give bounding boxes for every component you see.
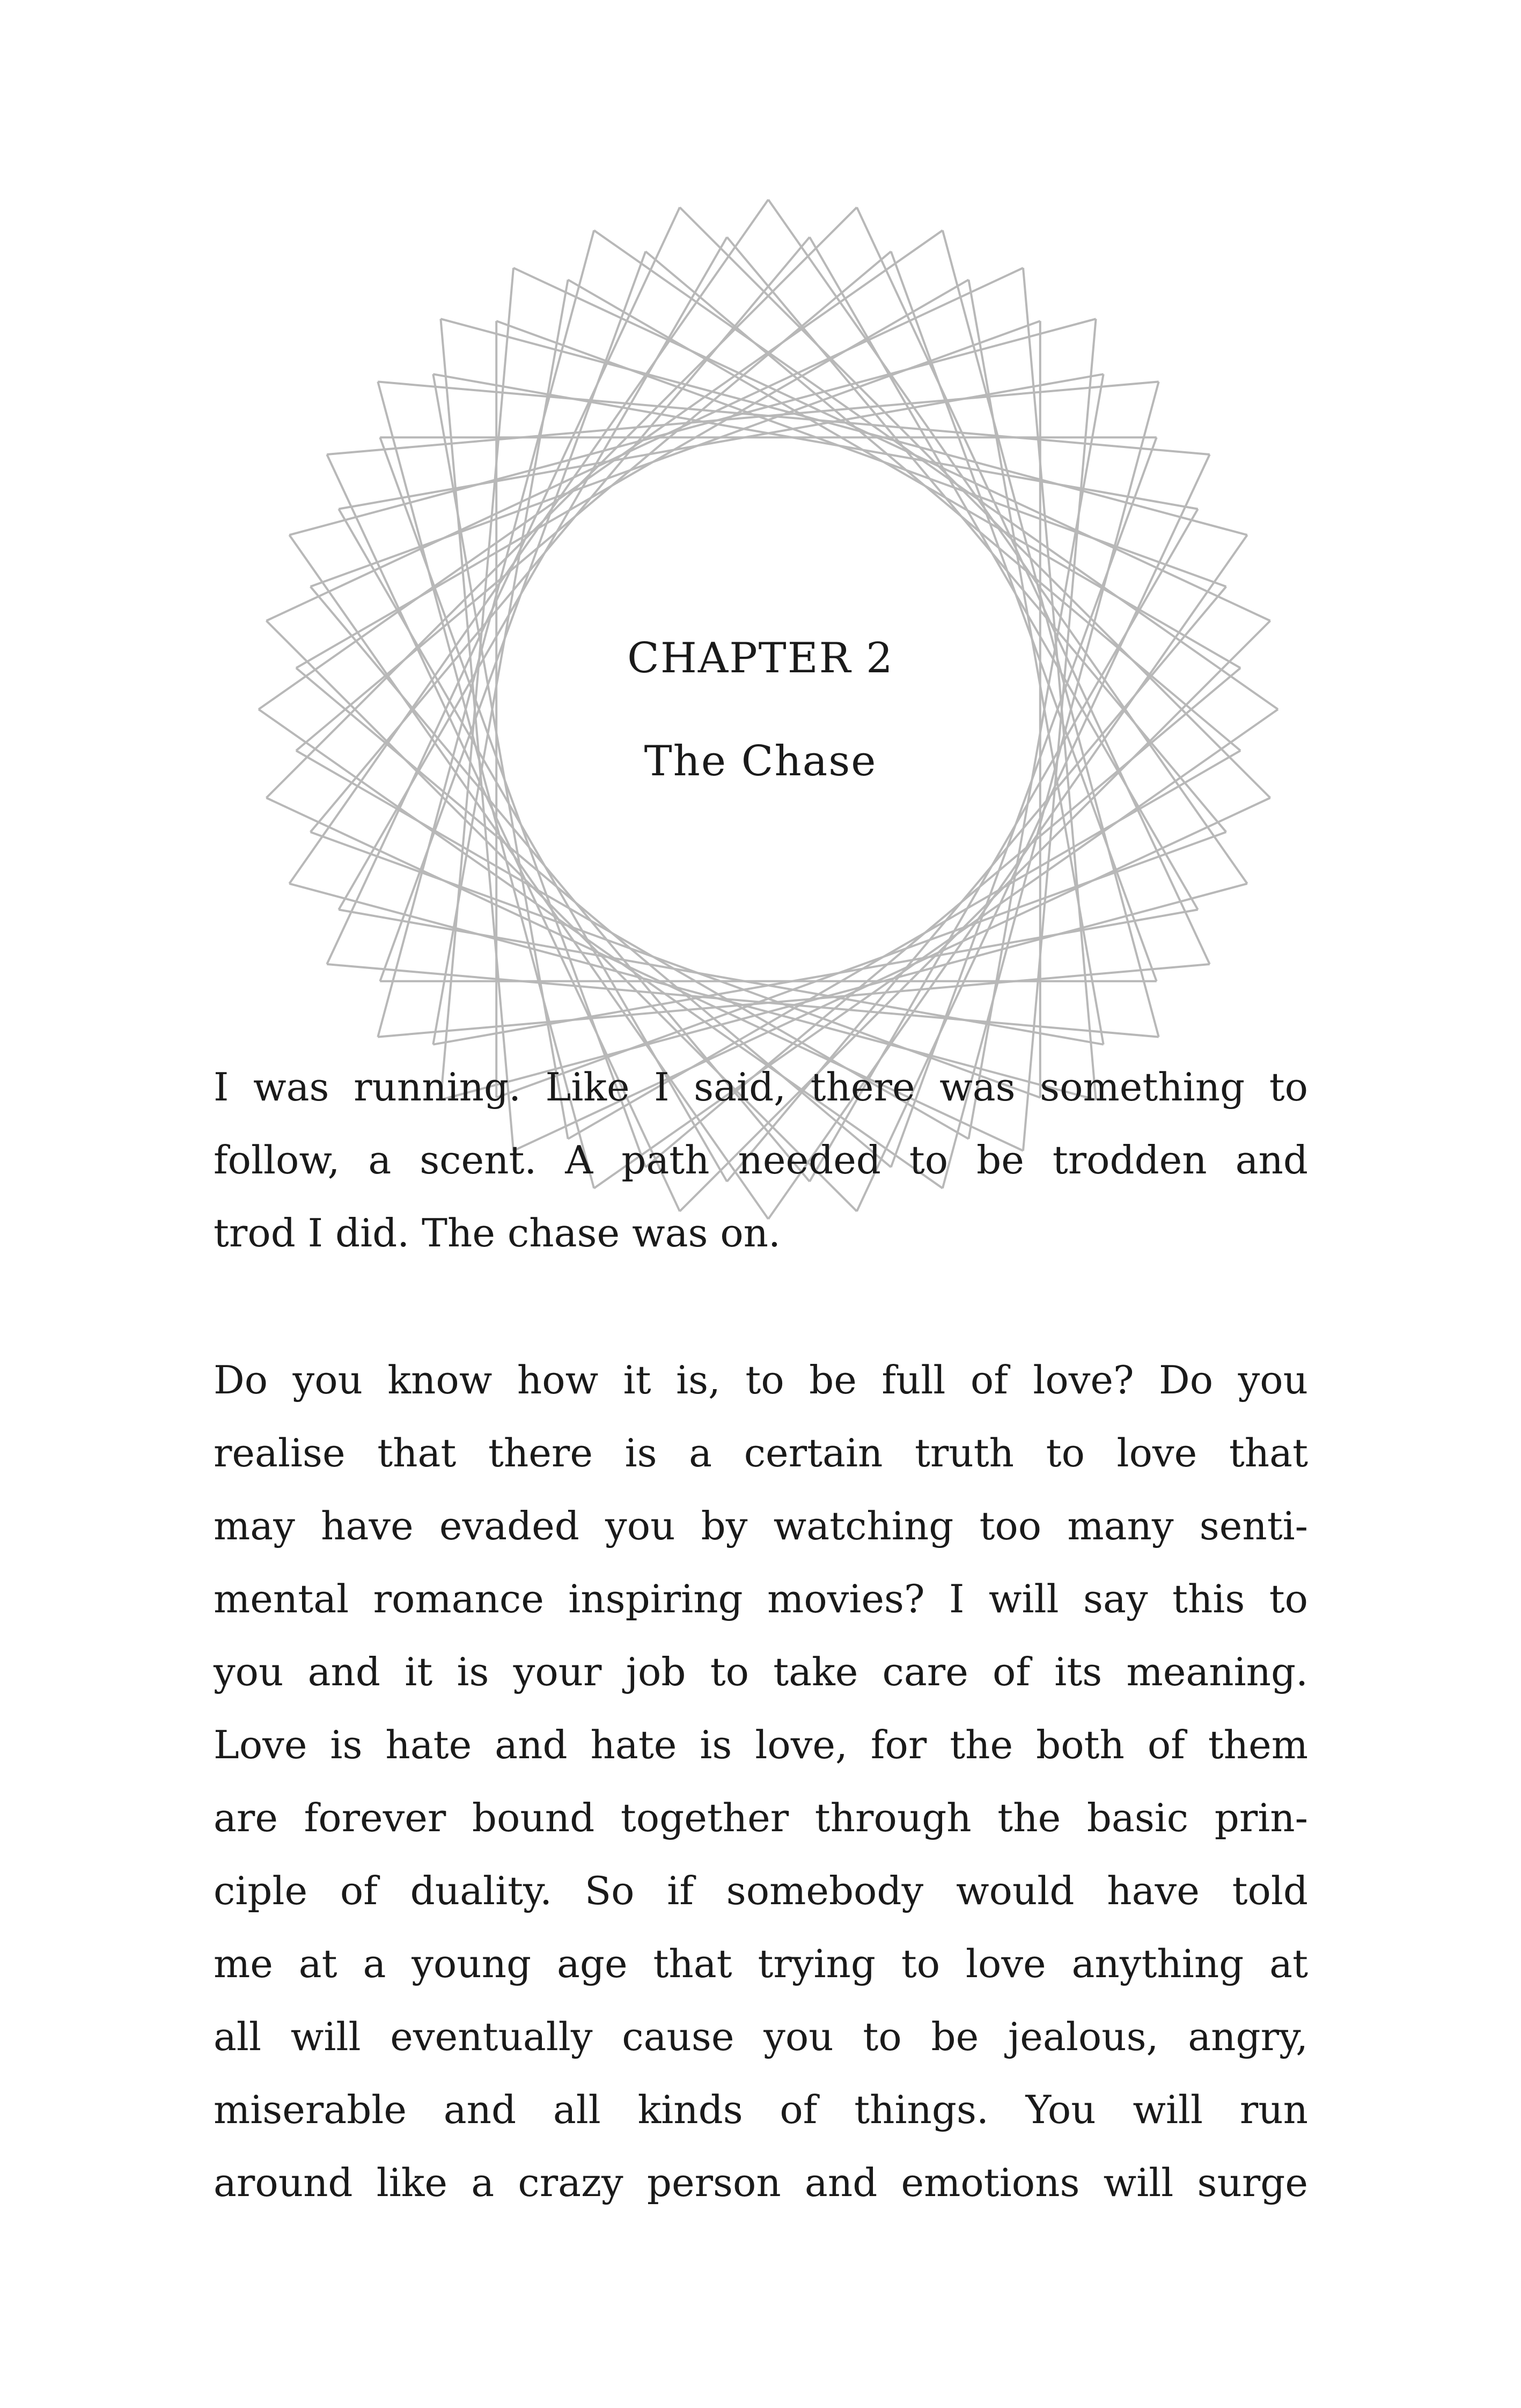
text-line: Love is hate and hate is love, for the both of them	[214, 1722, 1308, 1767]
ornament-line	[311, 321, 1040, 586]
text-line: are forever bound together through the basic prin-	[214, 1795, 1308, 1840]
ornament-line	[378, 381, 1209, 454]
paragraph-2	[214, 1344, 1308, 2219]
text-line: follow, a scent. A path needed to be trodden and	[214, 1137, 1308, 1183]
text-line: ciple of duality. So if somebody would have told	[214, 1868, 1308, 1913]
ornament-line	[296, 280, 969, 668]
text-line: you and it is your job to take care of its meaning.	[214, 1649, 1308, 1694]
ornament-line	[680, 207, 1270, 798]
text-line: all will eventually cause you to be jealous, angry,	[214, 2014, 1308, 2059]
paragraph-1	[214, 1051, 1308, 1269]
text-line: trod I did. The chase was on.	[214, 1210, 781, 1256]
ornament-line	[568, 280, 1241, 668]
text-line: mental romance inspiring movies? I will say this to	[214, 1576, 1308, 1621]
ornament-line	[327, 381, 1158, 454]
text-line: miserable and all kinds of things. You will run	[214, 2087, 1308, 2132]
text-line: Do you know how it is, to be full of love? Do you	[214, 1357, 1308, 1403]
text-line: I was running. Like I said, there was something to	[214, 1064, 1308, 1110]
chapter-title: The Chase	[644, 737, 877, 785]
text-line: may have evaded you by watching too many senti-	[214, 1503, 1308, 1548]
chapter-number: CHAPTER 2	[627, 634, 894, 682]
ornament-line	[496, 321, 1226, 586]
text-line: realise that there is a certain truth to love that	[214, 1430, 1308, 1475]
text-line: around like a crazy person and emotions will surge	[214, 2160, 1308, 2205]
text-line: me at a young age that trying to love anything at	[214, 1941, 1308, 1986]
